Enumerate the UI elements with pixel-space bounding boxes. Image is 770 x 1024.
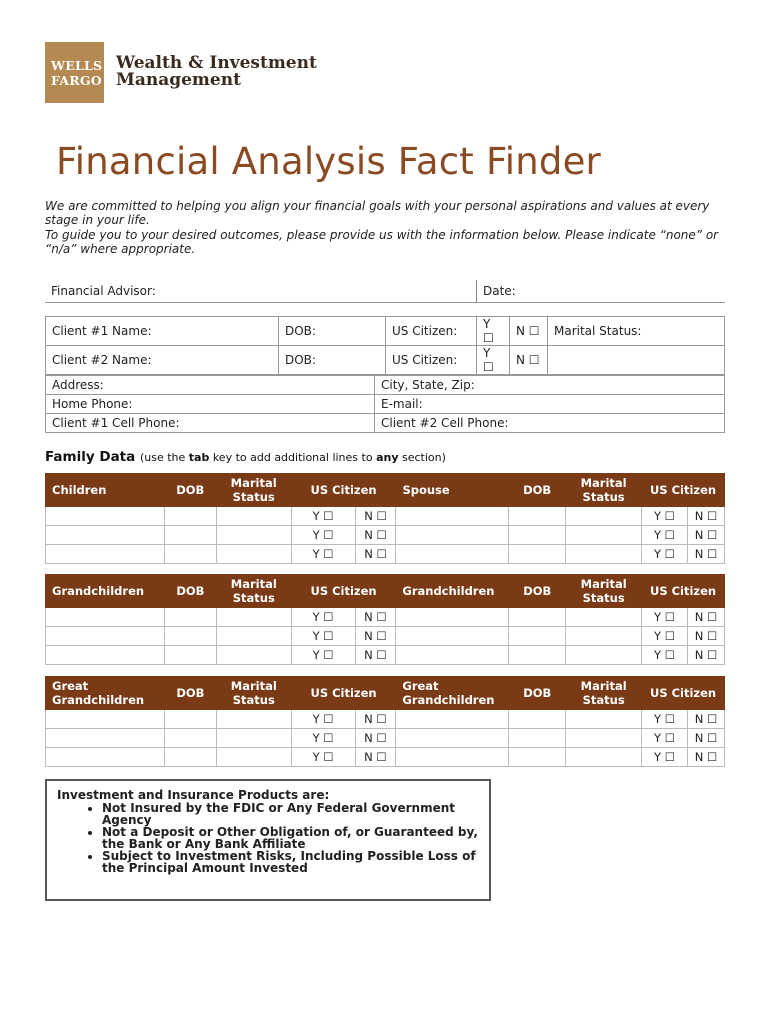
header-dob: DOB	[509, 474, 566, 507]
yes-checkbox[interactable]: Y ☐	[291, 545, 355, 564]
contact-row	[46, 414, 725, 433]
no-checkbox[interactable]: N ☐	[355, 507, 396, 526]
no-checkbox[interactable]: N ☐	[687, 646, 724, 665]
table-row	[46, 748, 725, 767]
no-checkbox[interactable]: N ☐	[355, 627, 396, 646]
family-table	[45, 676, 725, 767]
table-cell[interactable]	[509, 507, 566, 526]
header-left-name: Grandchildren	[46, 575, 165, 608]
yes-checkbox[interactable]: Y ☐	[642, 710, 688, 729]
yes-checkbox[interactable]: Y ☐	[291, 507, 355, 526]
table-cell[interactable]	[46, 545, 165, 564]
disclaimer-list	[57, 802, 479, 874]
table-cell[interactable]	[566, 507, 642, 526]
logo-tag2: Management	[116, 70, 241, 90]
client1-cell-field[interactable]: Client #1 Cell Phone:	[46, 414, 375, 433]
table-cell[interactable]	[509, 748, 566, 767]
no-checkbox[interactable]: N ☐	[355, 545, 396, 564]
header-dob: DOB	[164, 677, 216, 710]
table-cell[interactable]	[396, 526, 509, 545]
yes-checkbox[interactable]: Y ☐	[642, 507, 688, 526]
table-cell[interactable]	[46, 526, 165, 545]
client-row	[46, 317, 725, 346]
disclaimer-item: • Subject to Investment Risks, Including Possible Loss of the Principal Amount Invested	[102, 850, 479, 874]
no-checkbox[interactable]: N ☐	[687, 545, 724, 564]
yes-checkbox[interactable]: Y ☐	[291, 646, 355, 665]
client2-cell-field[interactable]: Client #2 Cell Phone:	[375, 414, 725, 433]
address-field[interactable]: Address:	[46, 376, 375, 395]
client2-marital-field[interactable]	[548, 346, 725, 375]
no-checkbox[interactable]: N ☐	[687, 710, 724, 729]
family-note	[140, 451, 446, 464]
table-cell[interactable]	[396, 729, 509, 748]
contact-row	[46, 395, 725, 414]
yes-checkbox[interactable]: Y ☐	[291, 729, 355, 748]
family-header-row	[46, 677, 725, 710]
logo-line2: FARGO	[51, 72, 102, 88]
contact-row	[46, 376, 725, 395]
table-row	[46, 646, 725, 665]
table-cell[interactable]	[164, 526, 216, 545]
yes-checkbox[interactable]: Y ☐	[642, 545, 688, 564]
table-cell[interactable]	[566, 545, 642, 564]
no-checkbox[interactable]: N ☐	[687, 608, 724, 627]
yes-checkbox[interactable]: Y ☐	[291, 748, 355, 767]
table-cell[interactable]	[396, 627, 509, 646]
table-cell[interactable]	[396, 646, 509, 665]
marital-status-field[interactable]: Marital Status:	[548, 317, 725, 346]
table-cell[interactable]	[46, 608, 165, 627]
table-cell[interactable]	[509, 729, 566, 748]
header-right-name: Grandchildren	[396, 575, 509, 608]
table-cell[interactable]	[509, 627, 566, 646]
header-us-citizen: US Citizen	[642, 575, 725, 608]
table-row	[46, 627, 725, 646]
wells-fargo-logo	[45, 42, 104, 103]
header-us-citizen: US Citizen	[642, 474, 725, 507]
header-us-citizen: US Citizen	[291, 474, 396, 507]
table-cell[interactable]	[46, 729, 165, 748]
logo-tagline	[116, 55, 317, 89]
table-cell[interactable]	[566, 608, 642, 627]
family-table	[45, 473, 725, 564]
header-us-citizen: US Citizen	[642, 677, 725, 710]
client2-citizen-label: US Citizen:	[386, 346, 477, 375]
table-cell[interactable]	[164, 507, 216, 526]
table-cell[interactable]	[216, 646, 291, 665]
table-cell[interactable]	[216, 608, 291, 627]
header-dob: DOB	[164, 474, 216, 507]
client1-yes-checkbox[interactable]: Y ☐	[477, 317, 510, 346]
no-checkbox[interactable]: N ☐	[355, 526, 396, 545]
family-table	[45, 574, 725, 665]
table-cell[interactable]	[509, 646, 566, 665]
note-pre: (use the	[139, 451, 189, 464]
no-checkbox[interactable]: N ☐	[687, 627, 724, 646]
table-cell[interactable]	[164, 646, 216, 665]
header-marital-status: Marital Status	[216, 677, 291, 710]
header-marital-status: Marital Status	[216, 474, 291, 507]
header-right-name: Spouse	[396, 474, 509, 507]
client2-name-field[interactable]: Client #2 Name:	[46, 346, 279, 375]
advisor-field[interactable]: Financial Advisor:	[51, 284, 156, 298]
header-dob: DOB	[164, 575, 216, 608]
yes-checkbox[interactable]: Y ☐	[642, 729, 688, 748]
yes-checkbox[interactable]: Y ☐	[291, 627, 355, 646]
note-tab: tab	[188, 451, 210, 464]
no-checkbox[interactable]: N ☐	[355, 646, 396, 665]
client1-no-checkbox[interactable]: N ☐	[510, 317, 548, 346]
table-row	[46, 507, 725, 526]
header-us-citizen: US Citizen	[291, 677, 396, 710]
table-row	[46, 729, 725, 748]
client1-name-field[interactable]: Client #1 Name:	[46, 317, 279, 346]
table-cell[interactable]	[164, 748, 216, 767]
header-marital-status: Marital Status	[566, 677, 642, 710]
table-cell[interactable]	[396, 545, 509, 564]
no-checkbox[interactable]: N ☐	[687, 748, 724, 767]
table-cell[interactable]	[566, 748, 642, 767]
table-cell[interactable]	[216, 545, 291, 564]
header-left-name: Great Grandchildren	[46, 677, 165, 710]
home-phone-field[interactable]: Home Phone:	[46, 395, 375, 414]
intro-line-2: To guide you to your desired outcomes, please provide us with the information below. Please indicate “none” or “n/a” where appropriate.	[45, 227, 719, 256]
table-cell[interactable]	[566, 710, 642, 729]
client2-no-checkbox[interactable]: N ☐	[510, 346, 548, 375]
family-header-row	[46, 575, 725, 608]
table-cell[interactable]	[216, 748, 291, 767]
header-left-name: Children	[46, 474, 165, 507]
intro-text	[45, 199, 735, 256]
family-title: Family Data	[45, 449, 136, 465]
table-cell[interactable]	[396, 748, 509, 767]
no-checkbox[interactable]: N ☐	[355, 608, 396, 627]
city-state-zip-field[interactable]: City, State, Zip:	[375, 376, 725, 395]
no-checkbox[interactable]: N ☐	[355, 748, 396, 767]
header-dob: DOB	[509, 575, 566, 608]
no-checkbox[interactable]: N ☐	[355, 710, 396, 729]
client1-citizen-label: US Citizen:	[386, 317, 477, 346]
header-dob: DOB	[509, 677, 566, 710]
yes-checkbox[interactable]: Y ☐	[291, 526, 355, 545]
header-us-citizen: US Citizen	[291, 575, 396, 608]
disclaimer-item: • Not Insured by the FDIC or Any Federal Government Agency	[102, 802, 479, 826]
table-cell[interactable]	[509, 526, 566, 545]
no-checkbox[interactable]: N ☐	[687, 526, 724, 545]
header-marital-status: Marital Status	[566, 474, 642, 507]
table-cell[interactable]	[509, 545, 566, 564]
disclaimer-box	[45, 779, 491, 901]
table-cell[interactable]	[566, 627, 642, 646]
yes-checkbox[interactable]: Y ☐	[642, 526, 688, 545]
client2-yes-checkbox[interactable]: Y ☐	[477, 346, 510, 375]
table-cell[interactable]	[46, 710, 165, 729]
header-marital-status: Marital Status	[566, 575, 642, 608]
table-cell[interactable]	[566, 646, 642, 665]
no-checkbox[interactable]: N ☐	[687, 507, 724, 526]
client2-dob-field[interactable]: DOB:	[279, 346, 386, 375]
email-field[interactable]: E-mail:	[375, 395, 725, 414]
table-cell[interactable]	[216, 710, 291, 729]
yes-checkbox[interactable]: Y ☐	[291, 608, 355, 627]
table-cell[interactable]	[46, 646, 165, 665]
table-cell[interactable]	[216, 507, 291, 526]
no-checkbox[interactable]: N ☐	[355, 729, 396, 748]
table-cell[interactable]	[509, 608, 566, 627]
client-row	[46, 346, 725, 375]
logo-tag1: Wealth & Investment	[116, 53, 317, 73]
logo-line1: WELLS	[51, 57, 103, 73]
table-cell[interactable]	[216, 526, 291, 545]
yes-checkbox[interactable]: Y ☐	[642, 608, 688, 627]
table-cell[interactable]	[46, 507, 165, 526]
family-data-heading	[45, 449, 446, 465]
note-post: section)	[398, 451, 446, 464]
table-cell[interactable]	[164, 608, 216, 627]
table-cell[interactable]	[396, 507, 509, 526]
table-row	[46, 526, 725, 545]
yes-checkbox[interactable]: Y ☐	[642, 748, 688, 767]
header-marital-status: Marital Status	[216, 575, 291, 608]
yes-checkbox[interactable]: Y ☐	[642, 627, 688, 646]
table-row	[46, 710, 725, 729]
contact-table	[45, 375, 725, 433]
family-header-row	[46, 474, 725, 507]
table-cell[interactable]	[164, 729, 216, 748]
note-mid: key to add additional lines to	[209, 451, 377, 464]
client-table	[45, 316, 725, 375]
disclaimer-heading: Investment and Insurance Products are:	[57, 788, 330, 802]
table-cell[interactable]	[216, 627, 291, 646]
intro-line-1: We are committed to helping you align your financial goals with your personal aspirations and values at every stage in your life.	[45, 199, 710, 228]
table-cell[interactable]	[46, 627, 165, 646]
table-cell[interactable]	[216, 729, 291, 748]
client1-dob-field[interactable]: DOB:	[279, 317, 386, 346]
table-cell[interactable]	[396, 608, 509, 627]
date-field[interactable]: Date:	[483, 284, 516, 298]
disclaimer-item: • Not a Deposit or Other Obligation of, or Guaranteed by, the Bank or Any Bank Affiliate	[102, 826, 479, 850]
yes-checkbox[interactable]: Y ☐	[642, 646, 688, 665]
table-cell[interactable]	[566, 729, 642, 748]
yes-checkbox[interactable]: Y ☐	[291, 710, 355, 729]
table-cell[interactable]	[46, 748, 165, 767]
page-title: Financial Analysis Fact Finder	[56, 140, 601, 183]
table-cell[interactable]	[164, 710, 216, 729]
table-cell[interactable]	[566, 526, 642, 545]
advisor-row	[45, 280, 725, 303]
table-row	[46, 608, 725, 627]
table-row	[46, 545, 725, 564]
note-any: any	[376, 451, 399, 464]
table-cell[interactable]	[396, 710, 509, 729]
table-cell[interactable]	[164, 545, 216, 564]
no-checkbox[interactable]: N ☐	[687, 729, 724, 748]
table-cell[interactable]	[509, 710, 566, 729]
table-cell[interactable]	[164, 627, 216, 646]
header-right-name: Great Grandchildren	[396, 677, 509, 710]
